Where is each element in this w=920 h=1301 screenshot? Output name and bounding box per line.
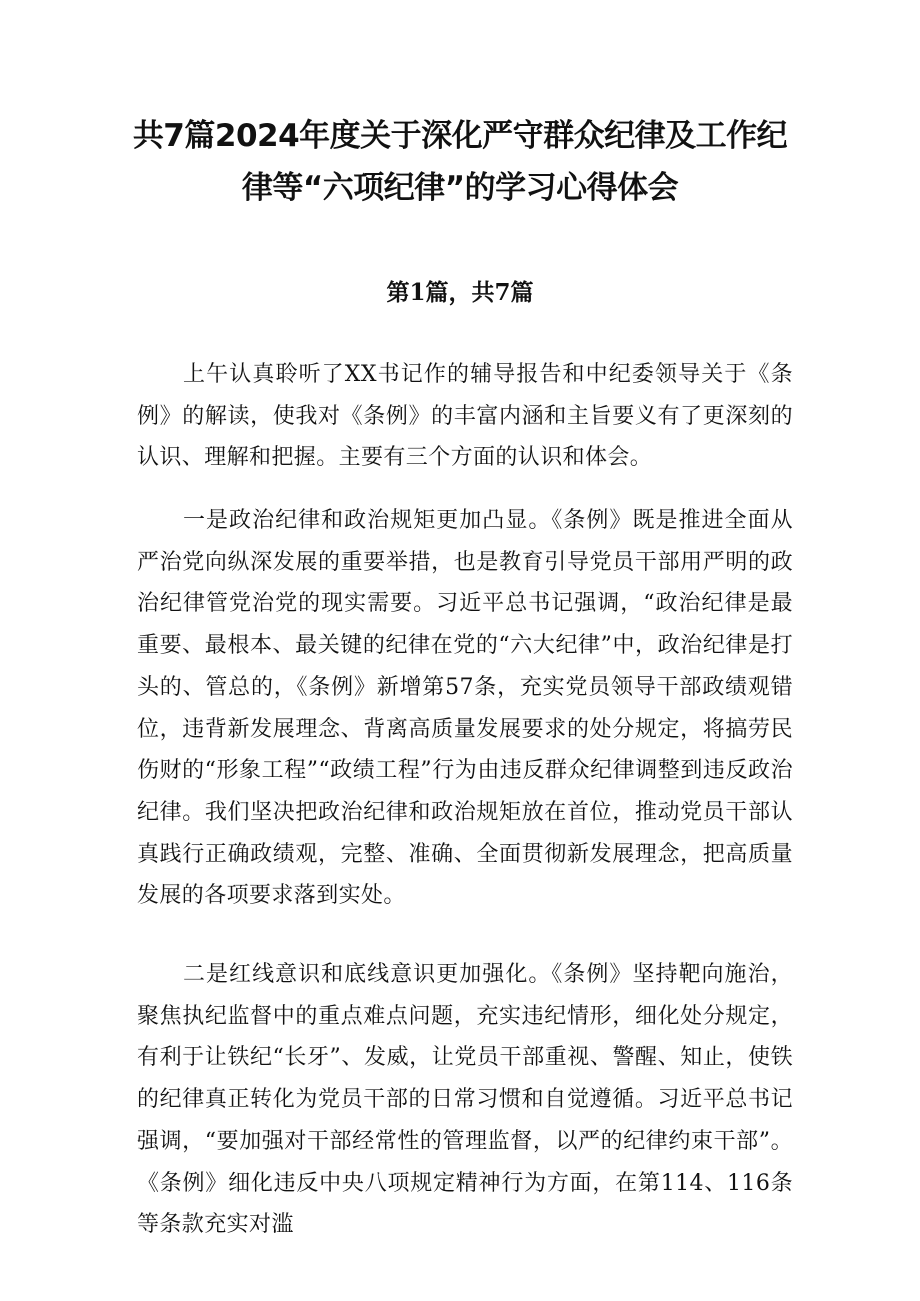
paragraph-political-discipline: 一是政治纪律和政治规矩更加凸显。《条例》既是推进全面从严治党向纵深发展的重要举措，也是教育引导党员干部用严明的政治纪律管党治党的现实需要。习近平总书记强调，“政治纪律是最重要、最根本、最关键的纪律在党的“六大纪律”中，政治纪律是打头的、管总的，《条例》新增第57条，充实党员领导干部政绩观错位，违背新发展理念、背离高质量发展要求的处分规定，将搞劳民伤财的“形象工程”“政绩工程”行为由违反群众纪律调整到违反政治纪律。我们坚决把政治纪律和政治规矩放在首位，推动党员干部认真践行正确政绩观，完整、准确、全面贯彻新发展理念，把高质量发展的各项要求落到实处。 <box>137 508 793 909</box>
document-title-line-2: 律等“六项纪律”的学习心得体会 <box>241 170 679 206</box>
section-heading: 第1篇，共7篇 <box>386 279 534 306</box>
paragraph-intro: 上午认真聆听了XX书记作的辅导报告和中纪委领导关于《条例》的解读，使我对《条例》的丰富内涵和主旨要义有了更深刻的认识、理解和把握。主要有三个方面的认识和体会。 <box>137 362 793 471</box>
paragraph-red-line-awareness: 二是红线意识和底线意识更加强化。《条例》坚持靶向施治，聚焦执纪监督中的重点难点问题，充实违纪情形，细化处分规定，有利于让铁纪“长牙”、发威，让党员干部重视、警醒、知止，使铁的纪律真正转化为党员干部的日常习惯和自觉遵循。习近平总书记强调，“要加强对干部经常性的管理监督，以严的纪律约束干部”。《条例》细化违反中央八项规定精神行为方面，在第114、116条等条款充实对滥 <box>137 962 793 1238</box>
document-title-line-1: 共7篇2024年度关于深化严守群众纪律及工作纪 <box>132 118 788 154</box>
